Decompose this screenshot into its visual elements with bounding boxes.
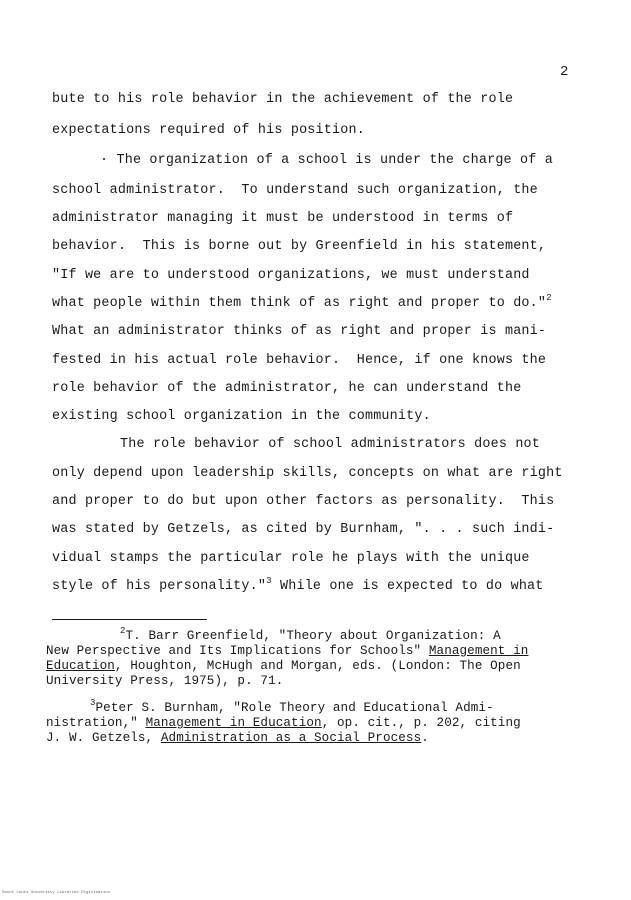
footnote-3-text: , op. cit., p. 202, citing [321,716,521,730]
footnote-3-line [46,716,521,731]
body-line: The role behavior of school administrators does not [120,437,541,452]
footnote-3-line [90,698,494,716]
footnote-3-text: J. W. Getzels, [46,731,161,745]
footnote-2-line [46,659,521,674]
page-number: 2 [560,64,569,80]
body-line-text: While one is expected to do what [271,579,544,594]
body-line: existing school organization in the community. [52,409,431,424]
body-line: expectations required of his position. [52,123,365,138]
footnote-marker: 3 [266,576,272,586]
footnote-3-text: Peter S. Burnham, "Role Theory and Educational Admi- [95,701,494,715]
body-line: bute to his role behavior in the achievement of the role [52,92,514,107]
body-line: What an administrator thinks of as right and proper is mani- [52,324,547,339]
footnote-3-title: Management in Education [145,716,322,730]
footnote-marker: 2 [546,293,552,303]
footnote-2-line [46,644,528,659]
body-line-text: style of his personality." [52,579,267,594]
body-line: · The organization of a school is under the charge of a [100,153,553,168]
footnote-3-text: . [421,731,429,745]
footnote-2-text: New Perspective and Its Implications for Schools" [46,644,429,658]
body-line: vidual stamps the particular role he plays with the unique [52,551,530,566]
body-line [52,577,544,597]
footnote-2-marker: 2 [120,626,126,636]
footnote-2-line [120,626,501,644]
body-line-text: what people within them think of as right and proper to do." [52,296,547,311]
footnote-2-text: T. Barr Greenfield, "Theory about Organization: A [125,629,501,643]
footnote-divider [52,619,207,620]
footnote-2-title: Management in [428,644,529,658]
footnote-3-text: nistration," [46,716,146,730]
footnote-2-text: , Houghton, McHugh and Morgan, eds. (London: The Open [114,659,521,673]
footnote-3-line [46,731,429,746]
body-line: role behavior of the administrator, he can understand the [52,381,522,396]
body-line: school administrator. To understand such organization, the [52,183,538,198]
body-line: administrator managing it must be understood in terms of [52,211,514,226]
body-line: was stated by Getzels, as cited by Burnham, ". . . such indi- [52,522,555,537]
footnote-2-line: University Press, 1975), p. 71. [46,674,284,688]
body-line [52,294,552,314]
footnote-3-title: Administration as a Social Process [160,731,422,745]
footnote-3-marker: 3 [90,698,96,708]
footer-note: Saint Louis University Libraries Digitization [2,891,111,895]
footnote-2-title: Education [46,659,115,673]
body-line: "If we are to understood organizations, we must understand [52,268,530,283]
body-line: only depend upon leadership skills, concepts on what are right [52,466,563,481]
body-line: fested in his actual role behavior. Hence, if one knows the [52,353,547,368]
body-line: and proper to do but upon other factors as personality. This [52,494,555,509]
body-line: behavior. This is borne out by Greenfield in his statement, [52,239,547,254]
